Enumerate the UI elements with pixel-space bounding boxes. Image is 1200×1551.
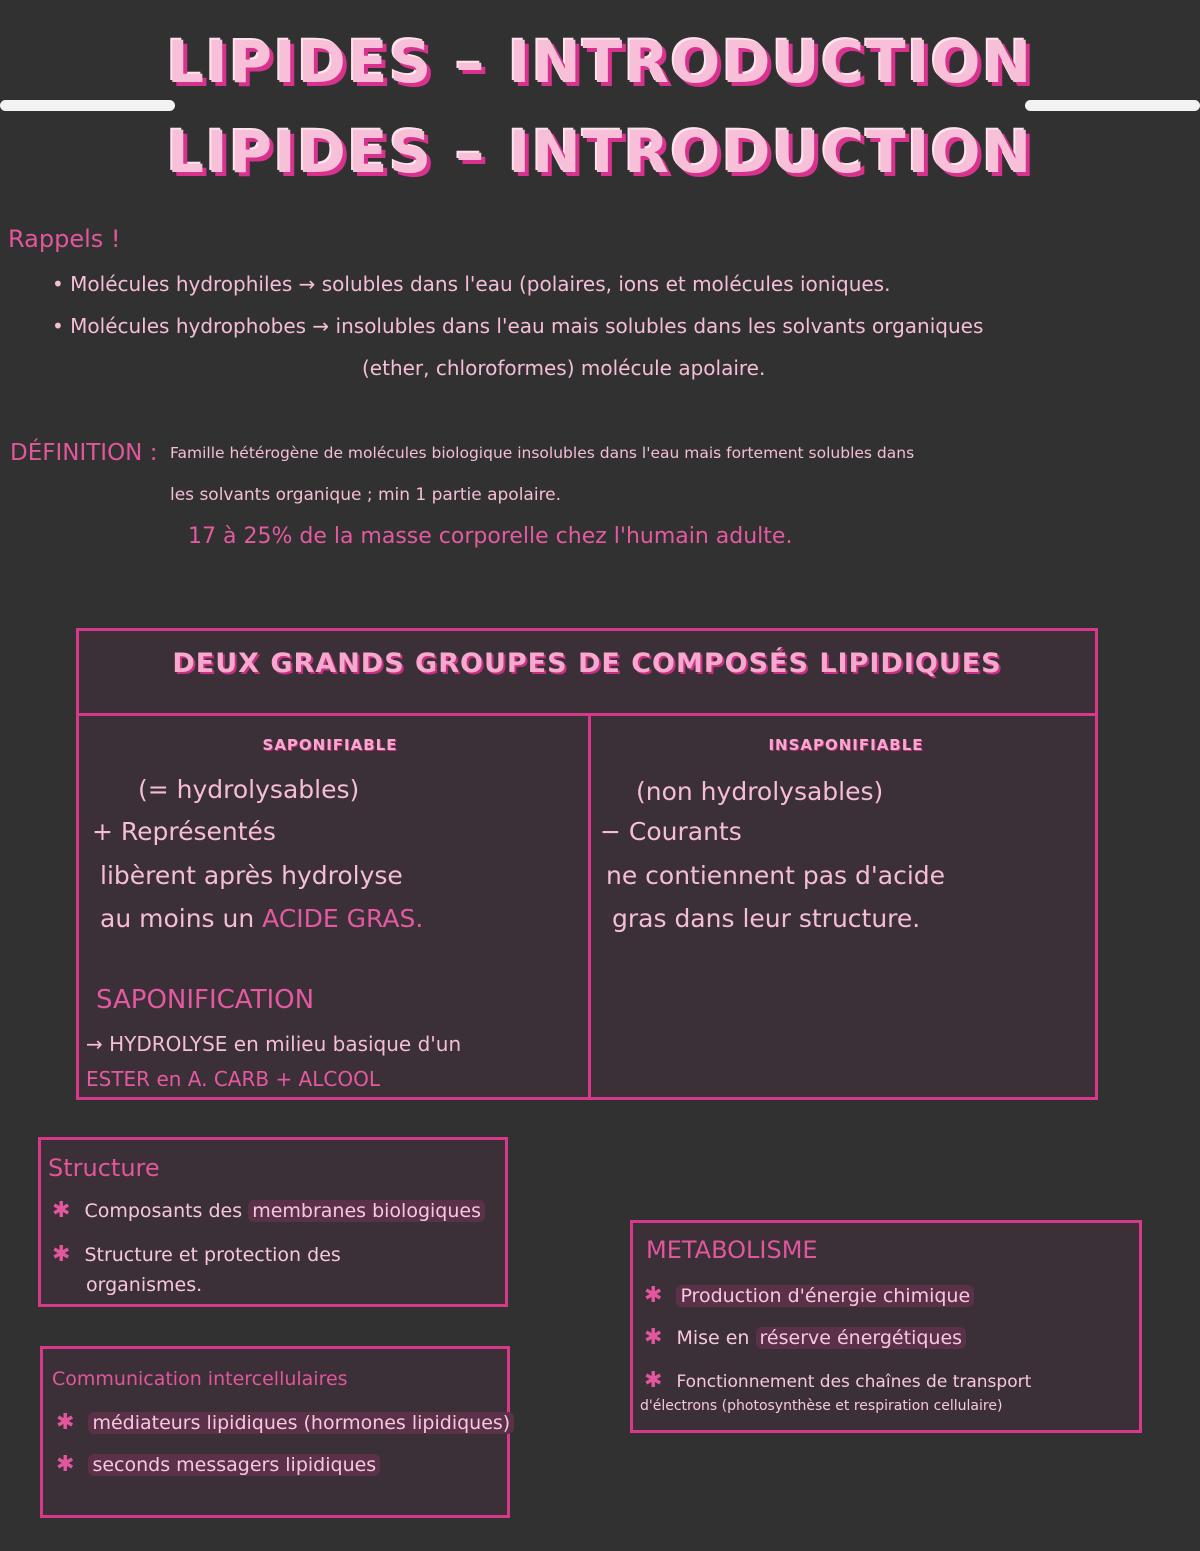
page-title-shadow: LIPIDES – INTRODUCTION [167,118,1033,186]
page-title: LIPIDES – INTRODUCTION [167,28,1033,96]
metabolisme-bullet-1 [644,1283,974,1308]
metabolisme-bullet-3-cont: d'électrons (photosynthèse et respiration cellulaire) [640,1398,1003,1414]
structure-label: Structure [48,1154,160,1182]
metabolisme-bullet-2 [644,1325,966,1350]
communication-bullet-1 [56,1410,514,1435]
saponifiable-line4 [100,897,423,941]
metabolisme-bullet-2-text: Mise en [676,1327,756,1349]
asterisk-icon: ✱ [56,1410,75,1435]
structure-bullet-1 [52,1198,485,1223]
table-column-divider [588,714,591,1099]
structure-bullet-2-cont: organismes. [86,1274,203,1296]
column-header-saponifiable: SAPONIFIABLE [262,736,398,754]
saponification-label: SAPONIFICATION [96,985,315,1015]
definition-line1: Famille hétérogène de molécules biologique insolubles dans l'eau mais fortement solubles dans [170,444,915,462]
saponifiable-line1: (= hydrolysables) [138,775,360,804]
communication-bullet-1-text: médiateurs lipidiques (hormones lipidiques) [88,1412,514,1434]
metabolisme-bullet-3 [644,1368,1031,1393]
saponifiable-line2: + Représentés [92,817,276,846]
saponifiable-line4-text: au moins un [100,904,263,933]
title-rule-left [0,100,175,111]
saponification-line1: → HYDROLYSE en milieu basique d'un [86,1032,462,1056]
structure-bullet-1-text: Composants des [84,1200,249,1222]
insaponifiable-line1: (non hydrolysables) [636,777,884,806]
membranes-highlight: membranes biologiques [248,1200,485,1222]
saponification-line2: ESTER en A. CARB + ALCOOL [86,1067,380,1091]
insaponifiable-line4: gras dans leur structure. [612,904,921,933]
title-rule-right [1025,100,1200,111]
rappels-item-hydrophobes-cont: (ether, chloroformes) molécule apolaire. [362,356,766,380]
metabolisme-label: METABOLISME [646,1236,818,1264]
column-header-insaponifiable: INSAPONIFIABLE [768,736,924,754]
asterisk-icon: ✱ [644,1325,663,1350]
definition-line2: les solvants organique ; min 1 partie apolaire. [170,485,562,505]
structure-bullet-2-text: Structure et protection des [84,1244,341,1266]
saponifiable-line3: libèrent après hydrolyse [100,861,403,890]
structure-bullet-2 [52,1242,341,1267]
definition-line3: 17 à 25% de la masse corporelle chez l'humain adulte. [188,524,793,549]
metabolisme-bullet-1-text: Production d'énergie chimique [676,1285,974,1307]
metabolisme-bullet-3-text: Fonctionnement des chaînes de transport [676,1372,1032,1392]
communication-bullet-2-text: seconds messagers lipidiques [88,1454,380,1476]
reserve-highlight: réserve énergétiques [756,1327,967,1349]
rappels-label: Rappels ! [8,225,121,253]
rappels-item-hydrophobes: • Molécules hydrophobes → insolubles dans l'eau mais solubles dans les solvants organiques [52,314,984,338]
communication-label: Communication intercellulaires [52,1368,348,1390]
insaponifiable-line3: ne contiennent pas d'acide [606,861,946,890]
table-title: DEUX GRANDS GROUPES DE COMPOSÉS LIPIDIQUES [172,648,1002,679]
communication-bullet-2 [56,1452,380,1477]
acide-gras-highlight: ACIDE GRAS. [262,904,424,933]
definition-label: DÉFINITION : [10,440,158,466]
rappels-item-hydrophiles: • Molécules hydrophiles → solubles dans l'eau (polaires, ions et molécules ioniques. [52,272,891,296]
asterisk-icon: ✱ [644,1283,663,1308]
asterisk-icon: ✱ [52,1242,71,1267]
asterisk-icon: ✱ [56,1452,75,1477]
asterisk-icon: ✱ [644,1368,663,1393]
insaponifiable-line2: − Courants [600,817,742,846]
asterisk-icon: ✱ [52,1198,71,1223]
